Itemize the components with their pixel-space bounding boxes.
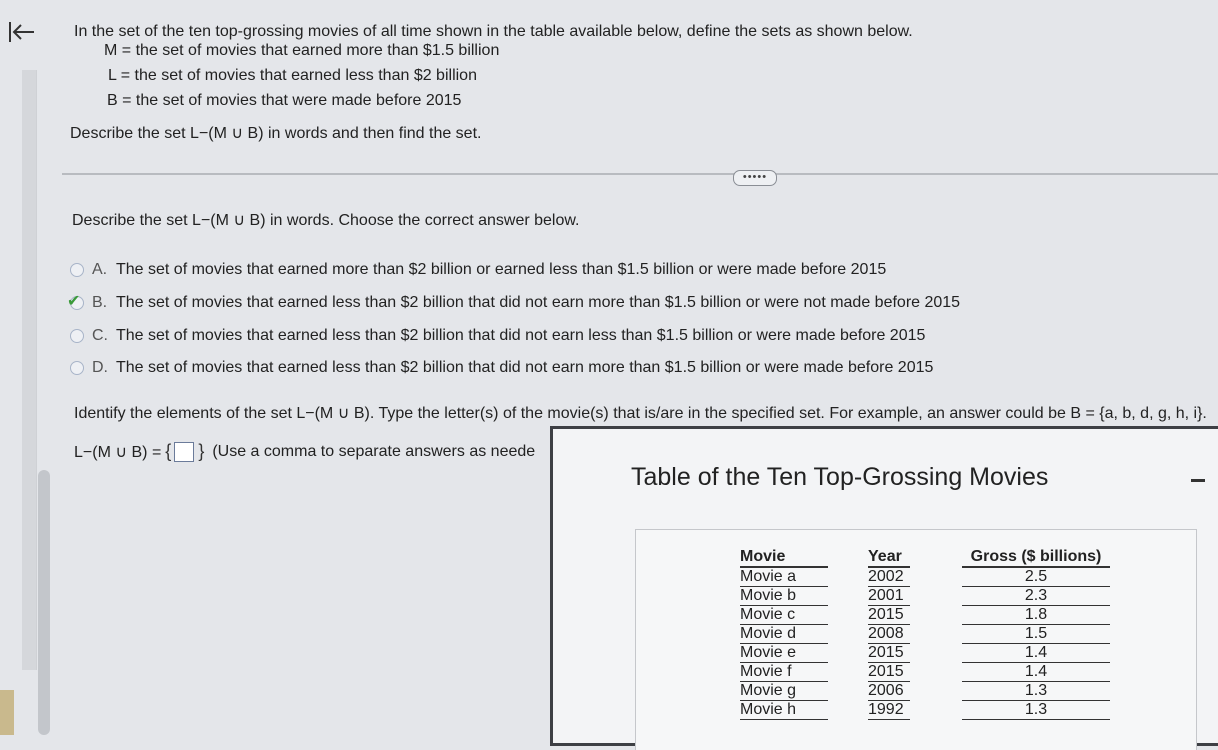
definition-l: L = the set of movies that earned less than $2 billion	[108, 67, 477, 84]
table-frame	[635, 529, 1197, 750]
brace-close: }	[198, 441, 205, 461]
header-year: Year	[868, 548, 910, 568]
radio-b[interactable]	[67, 293, 84, 310]
section-divider	[62, 173, 1218, 175]
table-cell: 1.5	[962, 625, 1110, 644]
answer-hint: (Use a comma to separate answers as neede	[212, 442, 536, 460]
column-gross	[962, 548, 1110, 720]
option-b-text: The set of movies that earned less than $2 billion that did not earn more than $1.5 billion or were not made before 2015	[116, 294, 961, 311]
table-cell: 1.4	[962, 663, 1110, 682]
table-cell: 2015	[868, 663, 910, 682]
table-cell: Movie e	[740, 644, 828, 663]
table-cell: 2006	[868, 682, 910, 701]
corner-decoration	[0, 690, 14, 735]
table-cell: 2001	[868, 587, 910, 606]
prompt-task: Describe the set L−(M ∪ B) in words and then find the set.	[70, 125, 482, 142]
table-cell: 2015	[868, 606, 910, 625]
answer-input[interactable]	[174, 442, 194, 462]
option-a[interactable]	[70, 261, 886, 279]
expand-more-button[interactable]: •••••	[733, 170, 777, 186]
table-cell: 2002	[868, 568, 910, 587]
option-d-letter: D.	[92, 359, 108, 376]
column-movie	[740, 548, 828, 720]
header-movie: Movie	[740, 548, 828, 568]
table-cell: 1.4	[962, 644, 1110, 663]
column-year	[868, 548, 910, 720]
option-a-letter: A.	[92, 261, 108, 278]
table-cell: 1.8	[962, 606, 1110, 625]
option-d-text: The set of movies that earned less than $2 billion that did not earn more than $1.5 billion or were made before 2015	[116, 359, 934, 376]
table-cell: 1992	[868, 701, 910, 720]
table-cell: Movie c	[740, 606, 828, 625]
option-b[interactable]	[67, 293, 961, 312]
table-cell: 2008	[868, 625, 910, 644]
radio-a[interactable]	[70, 263, 84, 277]
table-cell: Movie a	[740, 568, 828, 587]
table-cell: Movie f	[740, 663, 828, 682]
option-d[interactable]	[70, 359, 933, 377]
table-cell: 2.3	[962, 587, 1110, 606]
option-a-text: The set of movies that earned more than $2 billion or earned less than $1.5 billion or were made before 2015	[116, 261, 887, 278]
popup-title: Table of the Ten Top-Grossing Movies	[631, 463, 1049, 491]
option-c-text: The set of movies that earned less than $2 billion that did not earn less than $1.5 billion or were made before 2015	[116, 327, 926, 344]
prompt-intro: In the set of the ten top-grossing movies of all time shown in the table available below, define the sets as shown below.	[74, 23, 913, 40]
table-cell: Movie h	[740, 701, 828, 720]
header-gross: Gross ($ billions)	[962, 548, 1110, 568]
option-c-letter: C.	[92, 327, 108, 344]
brace-open: {	[165, 441, 172, 461]
table-cell: 1.3	[962, 701, 1110, 720]
checkmark-icon: ✔	[67, 293, 81, 310]
back-arrow-icon[interactable]	[4, 18, 38, 48]
answer-line	[74, 441, 535, 462]
minimize-icon[interactable]	[1191, 479, 1205, 482]
table-cell: 2015	[868, 644, 910, 663]
table-cell: Movie d	[740, 625, 828, 644]
scrollbar[interactable]	[38, 470, 50, 735]
radio-c[interactable]	[70, 329, 84, 343]
option-c[interactable]	[70, 327, 925, 345]
definition-m: M = the set of movies that earned more than $1.5 billion	[104, 42, 500, 59]
sidebar-strip	[22, 70, 37, 670]
question1-text: Describe the set L−(M ∪ B) in words. Choose the correct answer below.	[72, 212, 580, 229]
option-b-letter: B.	[92, 294, 108, 311]
table-cell: Movie b	[740, 587, 828, 606]
definition-b: B = the set of movies that were made before 2015	[107, 92, 462, 109]
table-cell: Movie g	[740, 682, 828, 701]
table-cell: 2.5	[962, 568, 1110, 587]
table-cell: 1.3	[962, 682, 1110, 701]
question2-text: Identify the elements of the set L−(M ∪ B). Type the letter(s) of the movie(s) that is/are in the specified set. For example, an answer could be B = {a, b, d, g, h, i}.	[74, 405, 1207, 422]
radio-d[interactable]	[70, 361, 84, 375]
answer-prefix: L−(M ∪ B) =	[74, 443, 162, 461]
